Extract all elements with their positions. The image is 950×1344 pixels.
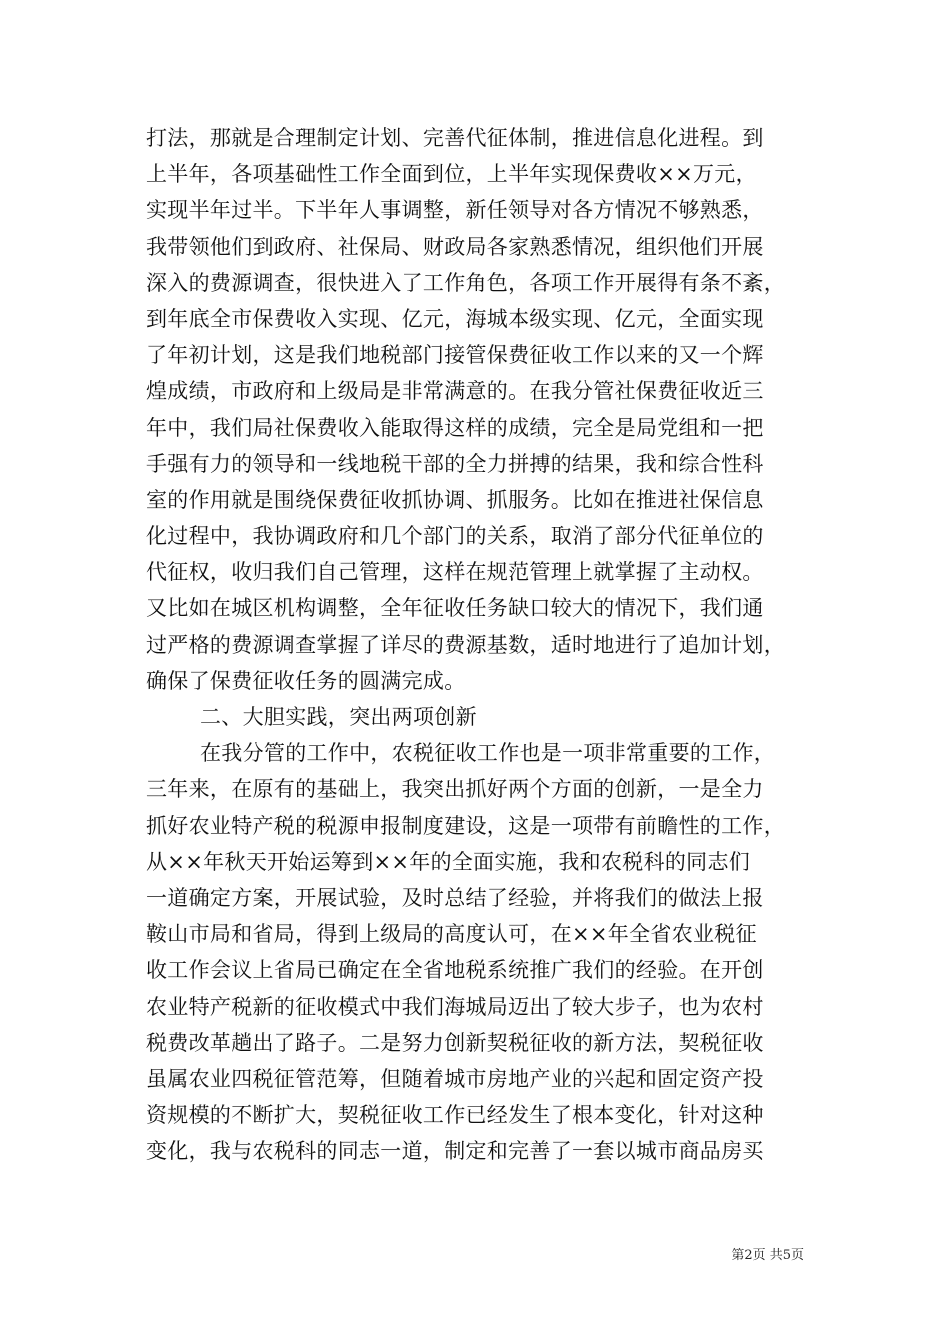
text-line: 税费改革趟出了路子。二是努力创新契税征收的新方法，契税征收	[146, 1030, 764, 1055]
text-line: 手强有力的领导和一线地税干部的全力拼搏的结果，我和综合性科	[146, 451, 764, 476]
text-line: 我带领他们到政府、社保局、财政局各家熟悉情况，组织他们开展	[146, 234, 764, 259]
text-line: 了年初计划，这是我们地税部门接管保费征收工作以来的又一个辉	[146, 343, 764, 368]
paragraph-start-line: 在我分管的工作中，农税征收工作也是一项非常重要的工作，	[200, 741, 776, 766]
text-line: 虽属农业四税征管范筹，但随着城市房地产业的兴起和固定资产投	[146, 1066, 764, 1091]
text-line: 农业特产税新的征收模式中我们海城局迈出了较大步子，也为农村	[146, 994, 764, 1019]
text-line: 又比如在城区机构调整，全年征收任务缺口较大的情况下，我们通	[146, 596, 764, 621]
text-line: 确保了保费征收任务的圆满完成。	[146, 668, 466, 693]
text-line: 打法，那就是合理制定计划、完善代征体制，推进信息化进程。到	[146, 126, 764, 150]
text-line: 过严格的费源调查掌握了详尽的费源基数，适时地进行了追加计划，	[146, 632, 785, 657]
text-line: 上半年，各项基础性工作全面到位，上半年实现保费收××万元，	[146, 162, 757, 187]
text-line: 煌成绩，市政府和上级局是非常满意的。在我分管社保费征收近三	[146, 379, 764, 404]
text-line: 代征权，收归我们自己管理，这样在规范管理上就掌握了主动权。	[146, 560, 764, 585]
text-line: 资规模的不断扩大，契税征收工作已经发生了根本变化，针对这种	[146, 1103, 764, 1128]
page-number: 第2页 共5页	[731, 1248, 804, 1263]
text-line: 化过程中，我协调政府和几个部门的关系，取消了部分代征单位的	[146, 524, 764, 549]
text-line: 收工作会议上省局已确定在全省地税系统推广我们的经验。在开创	[146, 958, 764, 983]
text-line: 到年底全市保费收入实现、亿元，海城本级实现、亿元，全面实现	[146, 306, 764, 331]
text-line: 室的作用就是围绕保费征收抓协调、抓服务。比如在推进社保信息	[146, 487, 764, 512]
text-line: 深入的费源调查，很快进入了工作角色，各项工作开展得有条不紊，	[146, 270, 785, 295]
text-line: 鞍山市局和省局，得到上级局的高度认可，在××年全省农业税征	[146, 922, 757, 947]
text-line: 抓好农业特产税的税源申报制度建设，这是一项带有前瞻性的工作，	[146, 813, 785, 838]
text-line: 从××年秋天开始运筹到××年的全面实施，我和农税科的同志们	[146, 849, 751, 874]
text-line: 年中，我们局社保费收入能取得这样的成绩，完全是局党组和一把	[146, 415, 764, 440]
text-line: 三年来，在原有的基础上，我突出抓好两个方面的创新，一是全力	[146, 777, 764, 802]
text-line: 变化，我与农税科的同志一道，制定和完善了一套以城市商品房买	[146, 1139, 764, 1164]
text-line: 一道确定方案，开展试验，及时总结了经验，并将我们的做法上报	[146, 885, 764, 910]
text-line: 实现半年过半。下半年人事调整，新任领导对各方情况不够熟悉，	[146, 198, 764, 223]
body-text	[146, 120, 806, 1169]
paragraph-start-line: 二、大胆实践，突出两项创新	[200, 705, 477, 729]
